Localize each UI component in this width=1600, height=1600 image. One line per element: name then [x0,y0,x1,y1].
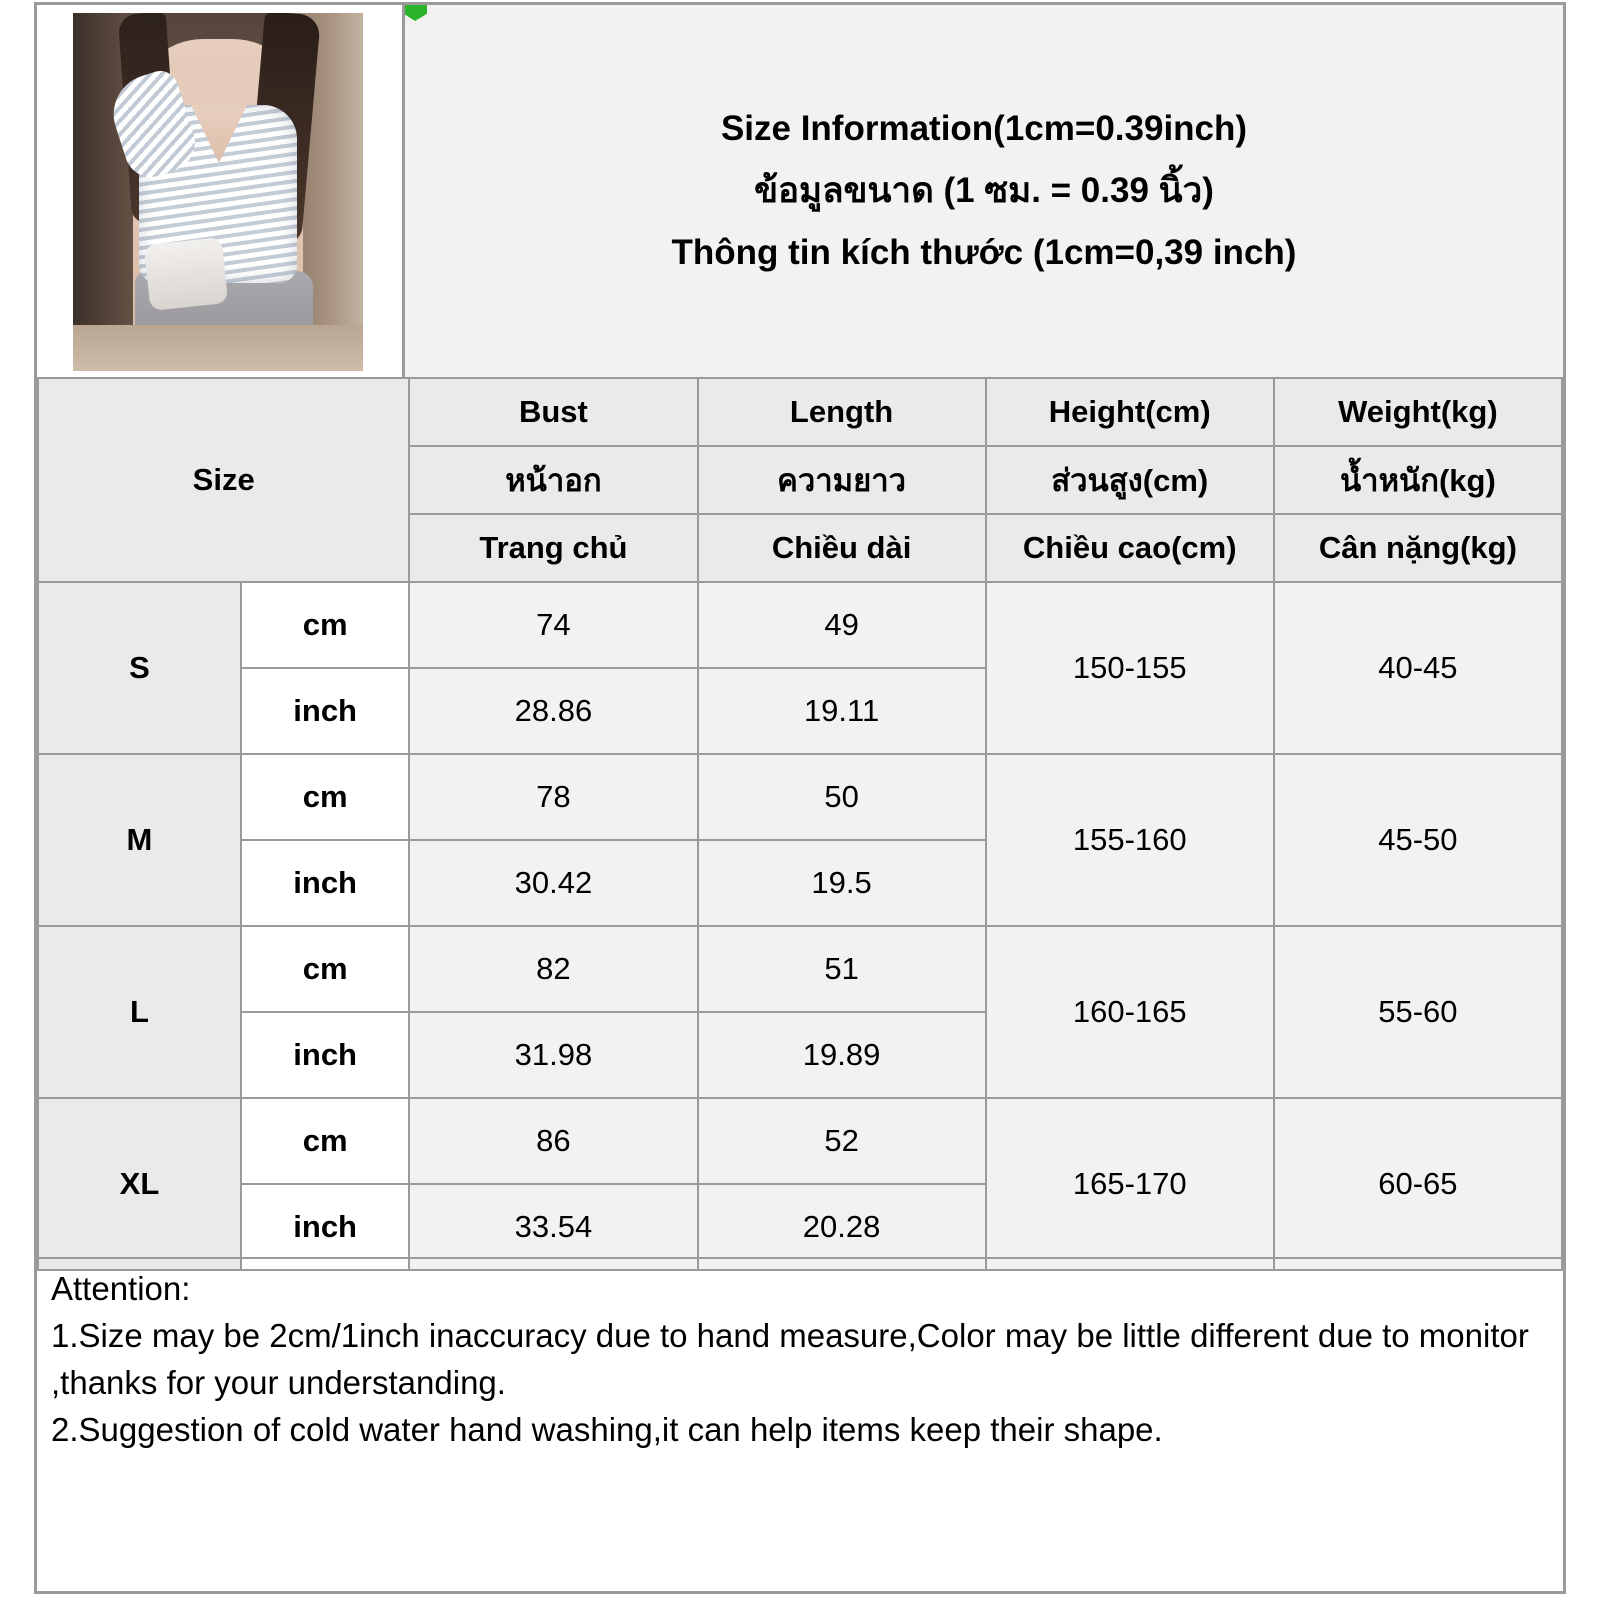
unit-cm-xl: cm [241,1098,409,1184]
weight-m: 45-50 [1274,754,1562,926]
row-size-m: M [38,754,241,926]
length-cm-l: 51 [698,926,986,1012]
bust-cm-l: 82 [409,926,697,1012]
height-m: 155-160 [986,754,1274,926]
length-cm-xl: 52 [698,1098,986,1184]
col-header-length-th: ความยาว [698,446,986,514]
bust-inch-l: 31.98 [409,1012,697,1098]
attention-heading: Attention: [51,1270,191,1307]
title-cell [405,5,1563,377]
header-band [37,5,1563,377]
height-l: 160-165 [986,926,1274,1098]
size-header-cell: Size [38,378,409,582]
col-header-height-vi: Chiều cao(cm) [986,514,1274,582]
length-inch-s: 19.11 [698,668,986,754]
weight-xl: 60-65 [1274,1098,1562,1270]
col-header-weight-th: น้ำหนัก(kg) [1274,446,1562,514]
row-size-s: S [38,582,241,754]
bust-inch-m: 30.42 [409,840,697,926]
length-inch-xl: 20.28 [698,1184,986,1270]
col-header-height-en: Height(cm) [986,378,1274,446]
height-xl: 165-170 [986,1098,1274,1270]
bust-cm-s: 74 [409,582,697,668]
unit-inch-s: inch [241,668,409,754]
weight-l: 55-60 [1274,926,1562,1098]
bust-cm-xl: 86 [409,1098,697,1184]
attention-line-2: 2.Suggestion of cold water hand washing,it can help items keep their shape. [51,1411,1163,1448]
bust-inch-xl: 33.54 [409,1184,697,1270]
col-header-bust-th: หน้าอก [409,446,697,514]
height-s: 150-155 [986,582,1274,754]
row-size-l: L [38,926,241,1098]
table-row [38,1098,1562,1184]
chart-frame [34,2,1566,1594]
bust-inch-s: 28.86 [409,668,697,754]
unit-inch-xl: inch [241,1184,409,1270]
table-row [38,754,1562,840]
col-header-bust-vi: Trang chủ [409,514,697,582]
product-photo [73,13,363,371]
photo-floor [73,325,363,371]
attention-section [37,1257,1563,1453]
size-table [37,377,1563,1271]
table-row [38,582,1562,668]
attention-line-1: 1.Size may be 2cm/1inch inaccuracy due to hand measure,Color may be little different due to monitor ,thanks for your understanding. [51,1317,1529,1401]
col-header-weight-en: Weight(kg) [1274,378,1562,446]
title-line-en: Size Information(1cm=0.39inch) [720,109,1248,148]
unit-cm-s: cm [241,582,409,668]
length-inch-l: 19.89 [698,1012,986,1098]
col-header-length-en: Length [698,378,986,446]
unit-cm-m: cm [241,754,409,840]
table-header-row-en [38,378,1562,446]
photo-bag [144,237,228,311]
table-row [38,926,1562,1012]
row-size-xl: XL [38,1098,241,1270]
title-line-th: ข้อมูลขนาด (1 ซม. = 0.39 นิ้ว) [754,171,1214,210]
col-header-weight-vi: Cân nặng(kg) [1274,514,1562,582]
unit-inch-m: inch [241,840,409,926]
length-cm-s: 49 [698,582,986,668]
weight-s: 40-45 [1274,582,1562,754]
bust-cm-m: 78 [409,754,697,840]
col-header-height-th: ส่วนสูง(cm) [986,446,1274,514]
product-photo-cell [37,5,405,377]
length-cm-m: 50 [698,754,986,840]
unit-cm-l: cm [241,926,409,1012]
length-inch-m: 19.5 [698,840,986,926]
unit-inch-l: inch [241,1012,409,1098]
col-header-bust-en: Bust [409,378,697,446]
col-header-length-vi: Chiều dài [698,514,986,582]
title-line-vi: Thông tin kích thước (1cm=0,39 inch) [671,233,1297,272]
